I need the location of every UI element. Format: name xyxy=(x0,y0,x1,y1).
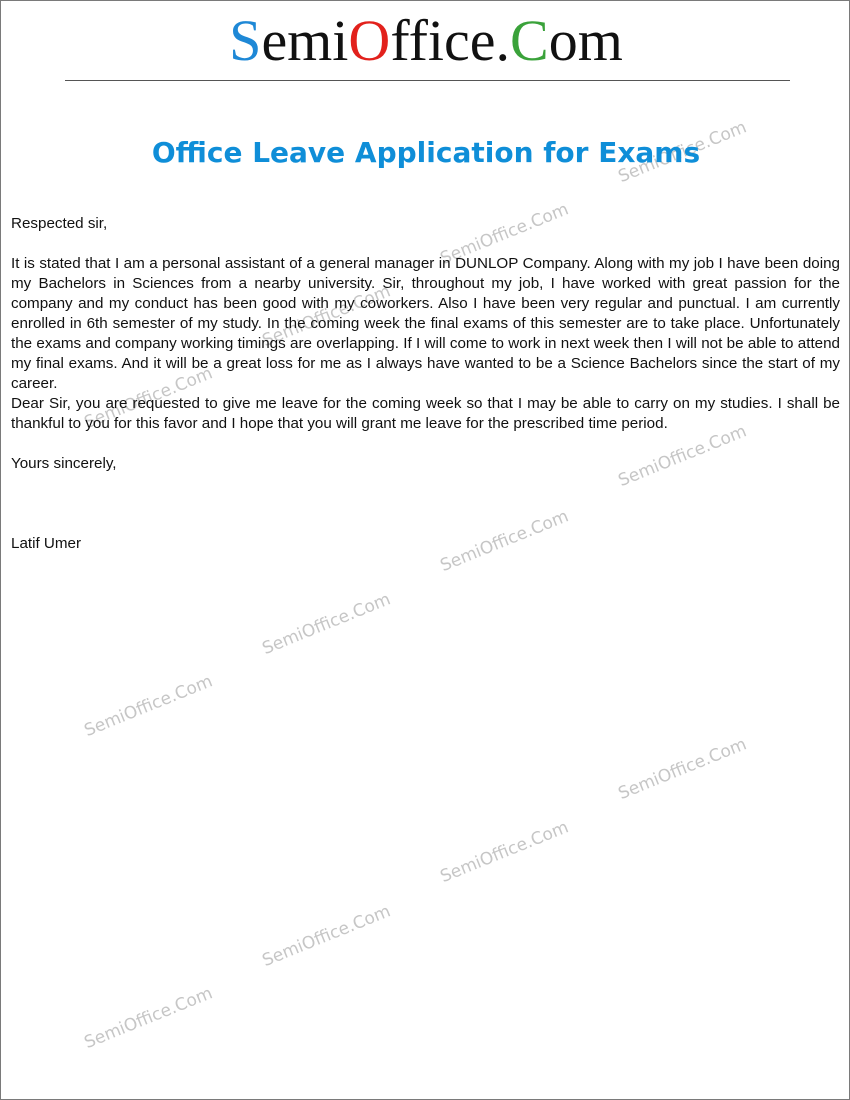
logo-text-ffice: ffice. xyxy=(390,8,510,73)
watermark: SemiOffice.Com xyxy=(259,281,394,351)
watermark: SemiOffice.Com xyxy=(437,506,572,576)
header-divider xyxy=(65,80,790,81)
logo-letter-o: O xyxy=(348,8,391,73)
logo-letter-c: C xyxy=(510,8,549,73)
logo-text-om: om xyxy=(548,8,623,73)
letter-body xyxy=(11,254,840,434)
letter-request-paragraph: Dear Sir, you are requested to give me leave for the coming week so that I may be able to carry on my studies. I shall be thankful to you for this favor and I hope that you will grant me leave for the prescribed time period. xyxy=(11,395,840,432)
watermark: SemiOffice.Com xyxy=(81,363,216,433)
site-logo xyxy=(1,7,850,75)
watermark: SemiOffice.Com xyxy=(437,817,572,887)
watermark: SemiOffice.Com xyxy=(615,421,750,491)
watermark: SemiOffice.Com xyxy=(81,983,216,1053)
letter-closing: Yours sincerely, xyxy=(11,455,117,472)
letter-signature: Latif Umer xyxy=(11,535,82,552)
watermark: SemiOffice.Com xyxy=(259,901,394,971)
watermark: SemiOffice.Com xyxy=(259,589,394,659)
logo-text-emi: emi xyxy=(261,8,349,73)
page-title: Office Leave Application for Exams xyxy=(151,136,701,169)
letter-salutation: Respected sir, xyxy=(11,215,108,232)
logo-letter-s: S xyxy=(229,8,262,73)
watermark: SemiOffice.Com xyxy=(81,671,216,741)
watermark: SemiOffice.Com xyxy=(615,734,750,804)
watermark: SemiOffice.Com xyxy=(615,117,750,187)
letter-body-paragraph: It is stated that I am a personal assistant of a general manager in DUNLOP Company. Along with my job I have been doing my Bachelors in Sciences from a nearby university. Sir, throughout my job, I have worked with great passion for the company and my conduct has been good with my coworkers. Also I have been very regular and punctual. I am currently enrolled in 6th semester of my study. In the coming week the final exams of this semester are to take place. Unfortunately the exams and company working timings are overlapping. If I will come to work in next week then I will not be able to attend my final exams. And it will be a great loss for me as I always have wanted to be a Science Bachelors since the start of my career. xyxy=(11,255,840,392)
watermark: SemiOffice.Com xyxy=(437,199,572,269)
